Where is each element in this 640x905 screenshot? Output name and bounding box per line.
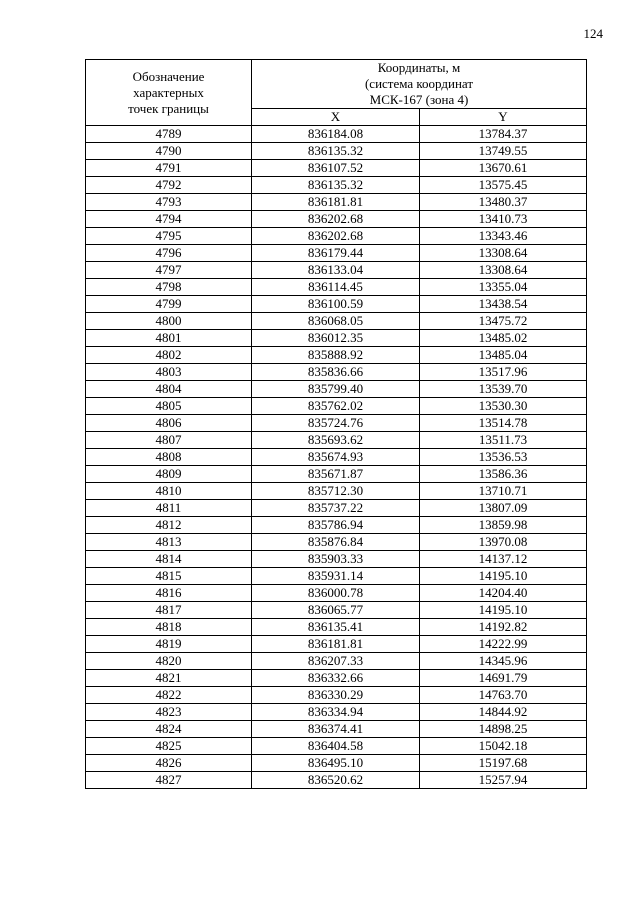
x-coordinate-cell: 836332.66: [252, 670, 420, 687]
x-coordinate-cell: 835674.93: [252, 449, 420, 466]
table-row: [86, 670, 587, 687]
point-cell: 4814: [86, 551, 252, 568]
y-coordinate-cell: 14898.25: [420, 721, 587, 738]
x-coordinate-cell: 836135.32: [252, 177, 420, 194]
y-coordinate-cell: 14195.10: [420, 568, 587, 585]
table-row: [86, 483, 587, 500]
point-header-line-1: Обозначение: [132, 68, 205, 84]
x-coordinate-cell: 836202.68: [252, 211, 420, 228]
point-cell: 4793: [86, 194, 252, 211]
table-row: [86, 313, 587, 330]
point-cell: 4789: [86, 126, 252, 143]
y-coordinate-cell: 13859.98: [420, 517, 587, 534]
y-coordinate-cell: 13514.78: [420, 415, 587, 432]
table-row: [86, 466, 587, 483]
table-row: [86, 194, 587, 211]
x-coordinate-cell: 836135.32: [252, 143, 420, 160]
point-cell: 4795: [86, 228, 252, 245]
x-coordinate-cell: 836114.45: [252, 279, 420, 296]
table-row: [86, 415, 587, 432]
point-cell: 4803: [86, 364, 252, 381]
y-coordinate-cell: 14137.12: [420, 551, 587, 568]
table-row: [86, 160, 587, 177]
coords-header-line-1: Координаты, м: [377, 60, 461, 75]
y-coordinate-cell: 13670.61: [420, 160, 587, 177]
point-cell: 4804: [86, 381, 252, 398]
point-cell: 4811: [86, 500, 252, 517]
x-coordinate-cell: 836330.29: [252, 687, 420, 704]
page-number: 124: [583, 26, 603, 41]
table-row: [86, 602, 587, 619]
point-cell: 4802: [86, 347, 252, 364]
point-cell: 4821: [86, 670, 252, 687]
x-coordinate-cell: 835888.92: [252, 347, 420, 364]
point-column-header: [86, 60, 252, 126]
x-coordinate-cell: 835712.30: [252, 483, 420, 500]
point-cell: 4825: [86, 738, 252, 755]
y-coordinate-cell: 13970.08: [420, 534, 587, 551]
table-row: [86, 262, 587, 279]
x-coordinate-cell: 835762.02: [252, 398, 420, 415]
table-row: [86, 772, 587, 789]
point-cell: 4798: [86, 279, 252, 296]
y-coordinate-cell: 15042.18: [420, 738, 587, 755]
point-cell: 4791: [86, 160, 252, 177]
point-cell: 4790: [86, 143, 252, 160]
y-coordinate-cell: 13511.73: [420, 432, 587, 449]
point-header-line-2: характерных: [133, 84, 204, 100]
point-cell: 4813: [86, 534, 252, 551]
point-header-line-3: точек границы: [128, 100, 209, 116]
y-coordinate-cell: 14204.40: [420, 585, 587, 602]
point-cell: 4809: [86, 466, 252, 483]
coords-header-line-2: (система координат: [364, 76, 474, 91]
table-row: [86, 211, 587, 228]
x-coordinate-cell: 835737.22: [252, 500, 420, 517]
x-coordinate-cell: 836520.62: [252, 772, 420, 789]
header-row: [86, 60, 587, 109]
x-coordinate-cell: 836184.08: [252, 126, 420, 143]
y-coordinate-cell: 13530.30: [420, 398, 587, 415]
point-cell: 4794: [86, 211, 252, 228]
coordinates-table: [85, 59, 587, 789]
y-coordinate-cell: 13575.45: [420, 177, 587, 194]
y-coordinate-cell: 13485.04: [420, 347, 587, 364]
y-coordinate-cell: 13308.64: [420, 245, 587, 262]
x-column-header: X: [252, 109, 420, 126]
table-row: [86, 330, 587, 347]
y-coordinate-cell: 13475.72: [420, 313, 587, 330]
point-cell: 4807: [86, 432, 252, 449]
point-cell: 4810: [86, 483, 252, 500]
table-row: [86, 517, 587, 534]
y-coordinate-cell: 13410.73: [420, 211, 587, 228]
point-cell: 4817: [86, 602, 252, 619]
table-row: [86, 687, 587, 704]
table-row: [86, 347, 587, 364]
x-coordinate-cell: 835903.33: [252, 551, 420, 568]
point-cell: 4818: [86, 619, 252, 636]
x-coordinate-cell: 835671.87: [252, 466, 420, 483]
point-cell: 4816: [86, 585, 252, 602]
table-row: [86, 296, 587, 313]
x-coordinate-cell: 836334.94: [252, 704, 420, 721]
point-cell: 4812: [86, 517, 252, 534]
x-coordinate-cell: 835724.76: [252, 415, 420, 432]
table-row: [86, 279, 587, 296]
x-coordinate-cell: 836065.77: [252, 602, 420, 619]
x-coordinate-cell: 835693.62: [252, 432, 420, 449]
x-coordinate-cell: 836374.41: [252, 721, 420, 738]
table-row: [86, 619, 587, 636]
y-coordinate-cell: 15257.94: [420, 772, 587, 789]
table-row: [86, 398, 587, 415]
point-cell: 4796: [86, 245, 252, 262]
y-coordinate-cell: 14763.70: [420, 687, 587, 704]
point-cell: 4801: [86, 330, 252, 347]
y-coordinate-cell: 14844.92: [420, 704, 587, 721]
table-row: [86, 721, 587, 738]
table-row: [86, 381, 587, 398]
y-coordinate-cell: 13517.96: [420, 364, 587, 381]
table-row: [86, 636, 587, 653]
coordinates-column-header: [252, 60, 587, 109]
x-coordinate-cell: 835876.84: [252, 534, 420, 551]
y-coordinate-cell: 14192.82: [420, 619, 587, 636]
y-coordinate-cell: 14345.96: [420, 653, 587, 670]
table-row: [86, 534, 587, 551]
y-coordinate-cell: 13438.54: [420, 296, 587, 313]
x-coordinate-cell: 836207.33: [252, 653, 420, 670]
x-coordinate-cell: 835786.94: [252, 517, 420, 534]
y-coordinate-cell: 15197.68: [420, 755, 587, 772]
table-row: [86, 432, 587, 449]
table-row: [86, 500, 587, 517]
x-coordinate-cell: 835799.40: [252, 381, 420, 398]
x-coordinate-cell: 836404.58: [252, 738, 420, 755]
y-coordinate-cell: 13586.36: [420, 466, 587, 483]
table-row: [86, 653, 587, 670]
point-cell: 4820: [86, 653, 252, 670]
point-cell: 4797: [86, 262, 252, 279]
point-cell: 4827: [86, 772, 252, 789]
table-row: [86, 245, 587, 262]
point-cell: 4808: [86, 449, 252, 466]
y-coordinate-cell: 13784.37: [420, 126, 587, 143]
table-row: [86, 228, 587, 245]
y-coordinate-cell: 13536.53: [420, 449, 587, 466]
y-coordinate-cell: 13807.09: [420, 500, 587, 517]
point-cell: 4826: [86, 755, 252, 772]
point-cell: 4806: [86, 415, 252, 432]
x-coordinate-cell: 836179.44: [252, 245, 420, 262]
point-cell: 4823: [86, 704, 252, 721]
x-coordinate-cell: 836135.41: [252, 619, 420, 636]
x-coordinate-cell: 835931.14: [252, 568, 420, 585]
x-coordinate-cell: 836202.68: [252, 228, 420, 245]
table-row: [86, 449, 587, 466]
table-row: [86, 551, 587, 568]
table-row: [86, 585, 587, 602]
table-row: [86, 364, 587, 381]
point-cell: 4824: [86, 721, 252, 738]
table-row: [86, 143, 587, 160]
x-coordinate-cell: 836012.35: [252, 330, 420, 347]
table-row: [86, 568, 587, 585]
point-cell: 4800: [86, 313, 252, 330]
y-coordinate-cell: 13343.46: [420, 228, 587, 245]
x-coordinate-cell: 836068.05: [252, 313, 420, 330]
point-cell: 4799: [86, 296, 252, 313]
y-coordinate-cell: 13480.37: [420, 194, 587, 211]
table-row: [86, 704, 587, 721]
x-coordinate-cell: 836000.78: [252, 585, 420, 602]
point-cell: 4819: [86, 636, 252, 653]
table-body: [86, 126, 587, 789]
x-coordinate-cell: 836107.52: [252, 160, 420, 177]
point-cell: 4792: [86, 177, 252, 194]
x-coordinate-cell: 836181.81: [252, 636, 420, 653]
point-cell: 4815: [86, 568, 252, 585]
y-column-header: Y: [420, 109, 587, 126]
table-row: [86, 738, 587, 755]
x-coordinate-cell: 836133.04: [252, 262, 420, 279]
x-coordinate-cell: 836181.81: [252, 194, 420, 211]
y-coordinate-cell: 13710.71: [420, 483, 587, 500]
x-coordinate-cell: 835836.66: [252, 364, 420, 381]
x-coordinate-cell: 836100.59: [252, 296, 420, 313]
y-coordinate-cell: 14195.10: [420, 602, 587, 619]
point-cell: 4805: [86, 398, 252, 415]
coords-header-line-3: МСК-167 (зона 4): [369, 92, 469, 107]
y-coordinate-cell: 13485.02: [420, 330, 587, 347]
y-coordinate-cell: 13308.64: [420, 262, 587, 279]
y-coordinate-cell: 13355.04: [420, 279, 587, 296]
table-row: [86, 755, 587, 772]
table-row: [86, 126, 587, 143]
table-row: [86, 177, 587, 194]
y-coordinate-cell: 13749.55: [420, 143, 587, 160]
y-coordinate-cell: 14691.79: [420, 670, 587, 687]
x-coordinate-cell: 836495.10: [252, 755, 420, 772]
y-coordinate-cell: 14222.99: [420, 636, 587, 653]
y-coordinate-cell: 13539.70: [420, 381, 587, 398]
point-cell: 4822: [86, 687, 252, 704]
